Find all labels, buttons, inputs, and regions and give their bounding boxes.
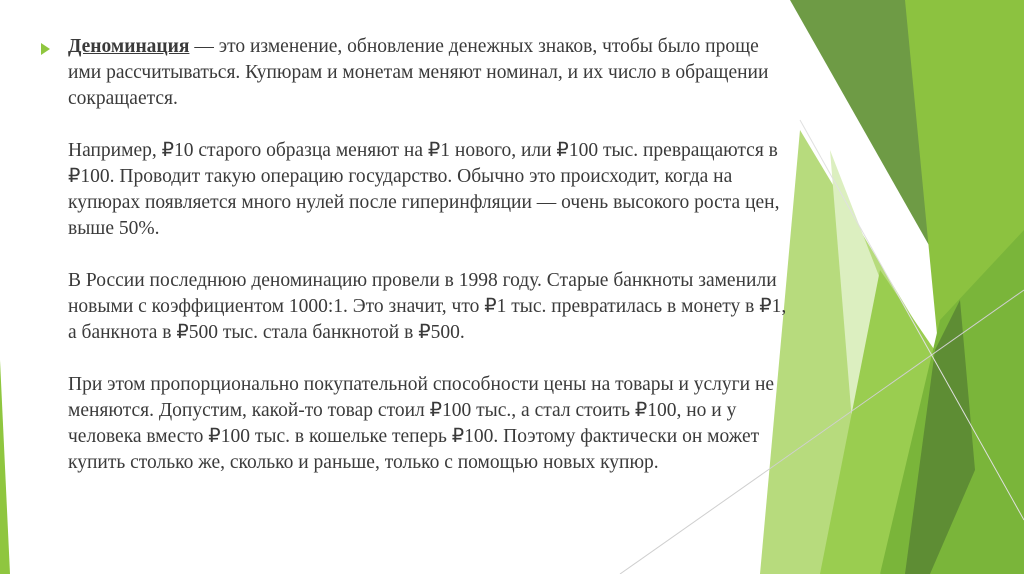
left-edge-shape	[0, 360, 10, 574]
paragraph-prices: При этом пропорционально покупательной способности цены на товары и услуги не меняются. Допустим, какой-то товар стоил ₽100 тыс., а стал стоить ₽100, но и у человека вместо ₽100 тыс. в кошельке теперь ₽100. Поэтому фактически он может купить столько же, сколько и раньше, только с помощью новых купюр.	[68, 374, 775, 473]
definition-text: — это изменение, обновление денежных знаков, чтобы было проще ими рассчитываться. Купюрам и монетам меняют номинал, и их число в обращении сокращается.	[68, 36, 769, 109]
term-denomination: Деноминация	[68, 36, 190, 57]
bullet-triangle-icon	[41, 43, 50, 55]
paragraph-definition	[68, 34, 788, 112]
slide-text	[68, 34, 788, 476]
paragraph-russia: В России последнюю деноминацию провели в 1998 году. Старые банкноты заменили новыми с коэффициентом 1000:1. Это значит, что ₽1 тыс. превратилась в монету в ₽1, а банкнота в ₽500 тыс. стала банкнотой в ₽500.	[68, 270, 787, 343]
paragraph-example: Например, ₽10 старого образца меняют на ₽1 нового, или ₽100 тыс. превращаются в ₽100. Проводит такую операцию государство. Обычно это происходит, когда на купюрах появляется много нулей после гиперинфляции — очень высокого роста цен, выше 50%.	[68, 140, 780, 239]
